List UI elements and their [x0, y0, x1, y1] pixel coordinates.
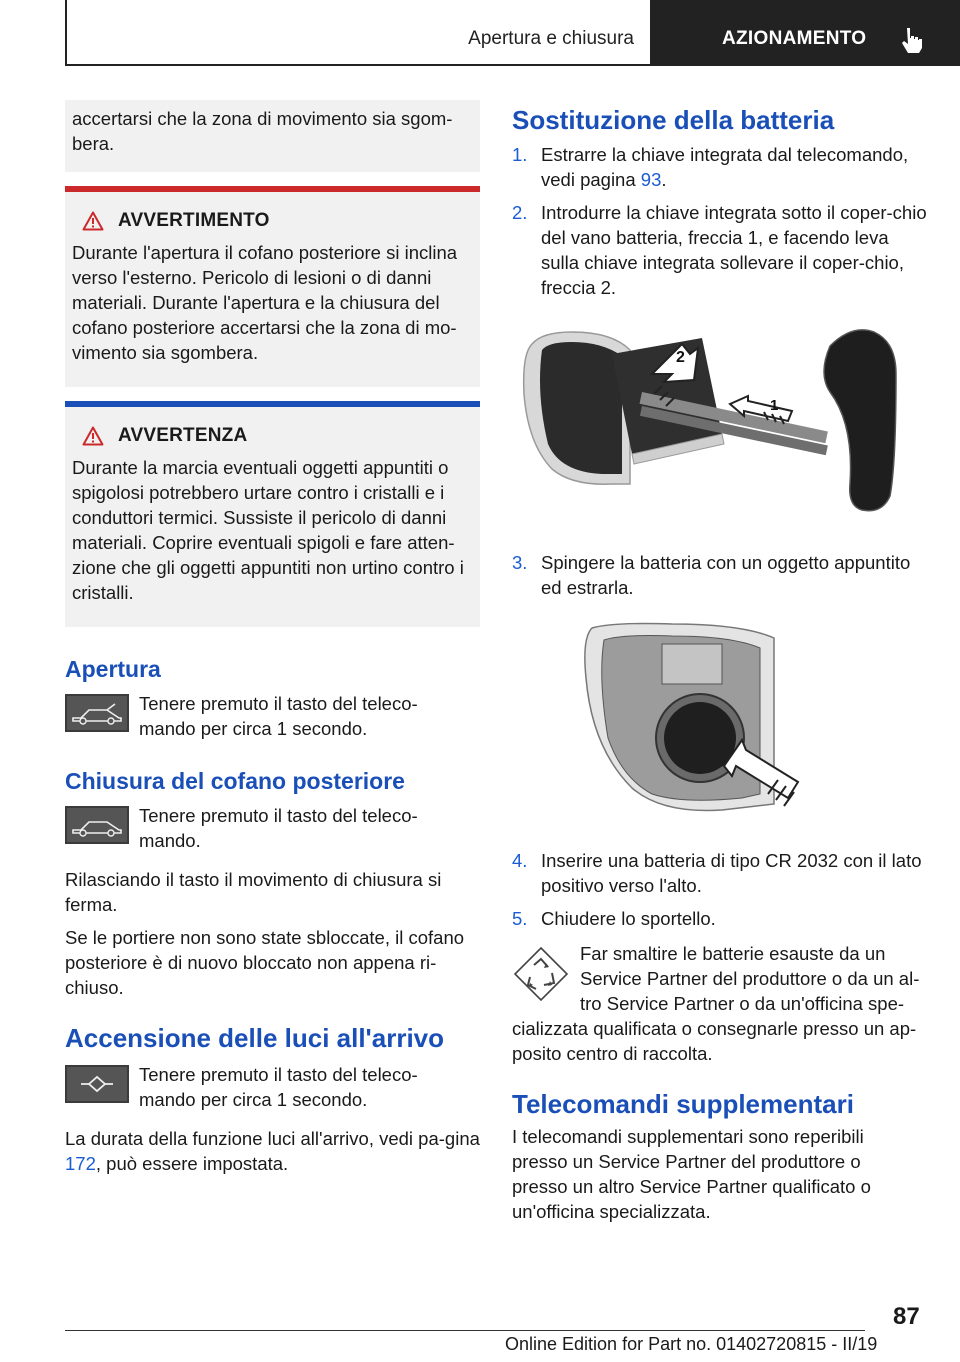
page-link-172[interactable]: 172 [65, 1153, 96, 1174]
header-bottom-rule [65, 64, 650, 66]
left-column [65, 100, 480, 1176]
extra-remotes-heading: Telecomandi supplementari [512, 1089, 854, 1119]
step-4 [512, 848, 928, 898]
recycle-icon [512, 945, 570, 1003]
battery-heading: Sostituzione della batteria [512, 105, 835, 135]
welcome-paragraph [65, 1126, 480, 1176]
welcome-instruction [65, 1062, 480, 1112]
step-2-number: 2. [512, 202, 528, 223]
step-3-number: 3. [512, 552, 528, 573]
welcome-text: Tenere premuto il tasto del teleco-mando per circa 1 secondo. [139, 1064, 418, 1110]
opening-instruction [65, 691, 480, 741]
step-3-text: Spingere la batteria con un oggetto appuntito ed estrarla. [541, 552, 911, 598]
closing-paragraph-1: Rilasciando il tasto il movimento di chiusura si ferma. [65, 869, 442, 915]
step-5-text: Chiudere lo sportello. [541, 908, 716, 929]
step-1-text-after: . [661, 169, 667, 190]
step-1-text [541, 142, 928, 192]
warning-notice [65, 186, 480, 387]
chapter-tab[interactable] [650, 0, 960, 66]
page-header [0, 0, 960, 66]
caution-title: AVVERTENZA [118, 425, 248, 446]
closing-instruction [65, 803, 480, 853]
recycle-note [512, 941, 928, 1066]
intro-text: accertarsi che la zona di movimento sia sgom-bera. [72, 108, 453, 154]
header-section-title: Apertura e chiusura [468, 28, 634, 49]
caution-header [72, 425, 472, 447]
right-column [512, 100, 928, 1224]
page-link-93[interactable]: 93 [640, 169, 662, 190]
warning-header [72, 210, 472, 232]
footer-rule [65, 1330, 865, 1331]
warning-text: Durante l'apertura il cofano posteriore si inclina verso l'esterno. Pericolo di lesioni o di danni materiali. Durante l'apertura e la chiusura del cofano posteriore accertarsi che la zona di mo-vimento sia sgombera. [72, 242, 458, 363]
tailgate-close-icon [65, 806, 129, 844]
welcome-light-icon [65, 1065, 129, 1103]
step-2 [512, 200, 928, 300]
arrow-2-label: 2 [676, 349, 685, 366]
footer-edition: Online Edition for Part no. 01402720815 - II/19 [505, 1334, 878, 1354]
step-1-number: 1. [512, 144, 528, 165]
closing-text: Tenere premuto il tasto del teleco-mando. [139, 805, 418, 851]
step-5-number: 5. [512, 908, 528, 929]
caution-triangle-icon [82, 426, 104, 446]
step-2-text: Introdurre la chiave integrata sotto il coper-chio del vano batteria, freccia 1, e facendo leva sulla chiave integrata sollevare il coper-chio, freccia 2. [541, 202, 927, 298]
figure-key-removal [512, 314, 928, 544]
intro-box [65, 100, 480, 172]
pointing-hand-icon [898, 26, 924, 54]
battery-compartment-illustration [512, 618, 928, 826]
step-4-text: Inserire una batteria di tipo CR 2032 con il lato positivo verso l'alto. [541, 850, 922, 896]
step-4-number: 4. [512, 850, 528, 871]
step-5 [512, 906, 928, 931]
opening-heading: Apertura [65, 656, 161, 682]
key-fob-illustration [512, 314, 928, 544]
warning-triangle-icon [82, 211, 104, 231]
closing-heading: Chiusura del cofano posteriore [65, 768, 405, 794]
step-1-text-main: Estrarre la chiave integrata dal telecomando, vedi pagina [541, 144, 909, 190]
caution-notice [65, 401, 480, 627]
welcome-paragraph-before: La durata della funzione luci all'arrivo, vedi pa-gina [65, 1128, 480, 1149]
welcome-heading: Accensione delle luci all'arrivo [65, 1023, 445, 1053]
figure-battery-compartment [512, 618, 928, 826]
caution-text: Durante la marcia eventuali oggetti appuntiti o spigolosi potrebbero urtare contro i cristalli e i conduttori termici. Sussiste il pericolo di danni materiali. Coprire eventuali spigoli e fare atten-zione che gli oggetti appuntiti non urtino contro i cristalli. [72, 457, 464, 603]
warning-title: AVVERTIMENTO [118, 210, 270, 231]
arrow-1-label: 1 [770, 397, 779, 414]
recycle-text: Far smaltire le batterie esauste da un Service Partner del produttore o da un al-tro Service Partner o da un'officina spe-cializzata qualificata o consegnarle presso un ap-posito centro di raccolta. [512, 943, 920, 1064]
welcome-paragraph-after: , può essere impostata. [95, 1153, 289, 1174]
tailgate-open-icon [65, 694, 129, 732]
extra-remotes-text: I telecomandi supplementari sono reperibili presso un Service Partner del produttore o presso un altro Service Partner qualificato o un'officina specializzata. [512, 1126, 871, 1222]
step-1 [512, 142, 928, 192]
chapter-tab-label: AZIONAMENTO [722, 28, 867, 49]
closing-paragraph-2: Se le portiere non sono state sbloccate, il cofano posteriore è di nuovo bloccato non appena ri-chiuso. [65, 927, 465, 998]
opening-text: Tenere premuto il tasto del teleco-mando per circa 1 secondo. [139, 693, 418, 739]
page-number: 87 [893, 1303, 920, 1330]
step-3 [512, 550, 928, 600]
header-left-rule [65, 0, 67, 66]
